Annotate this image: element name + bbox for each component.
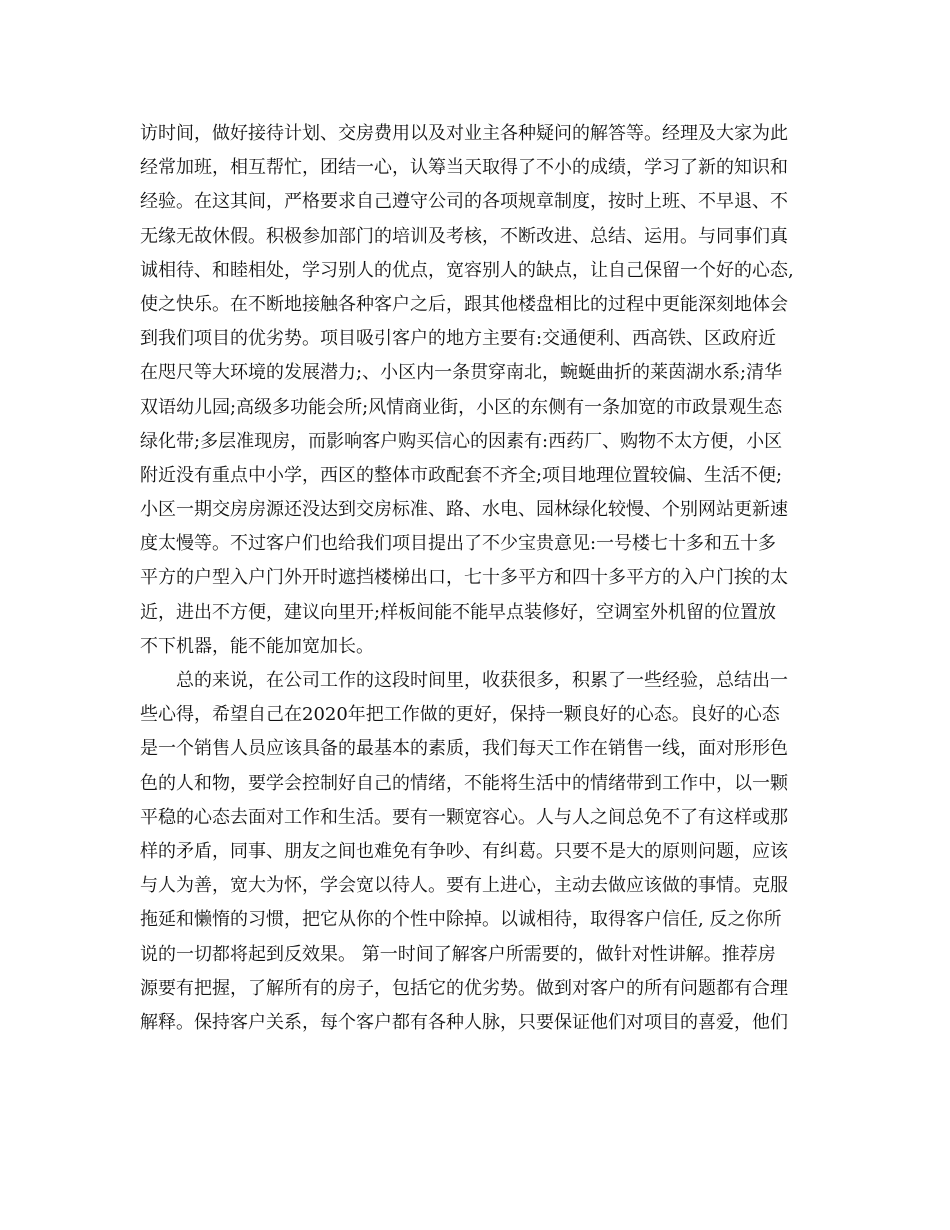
text-line: 在咫尺等大环境的发展潜力;、小区内一条贯穿南北，蜿蜒曲折的莱茵湖水系;清华: [140, 362, 783, 384]
text-line: 经常加班，相互帮忙，团结一心，认筹当天取得了不小的成绩，学习了新的知识和: [140, 157, 788, 179]
text-line: 附近没有重点中小学，西区的整体市政配套不齐全;项目地理位置较偏、生活不便;: [140, 464, 783, 486]
text-line: 些心得，希望自己在2020年把工作做的更好，保持一颗良好的心态。良好的心态: [140, 704, 780, 726]
text-line: 访时间，做好接待计划、交房费用以及对业主各种疑问的解答等。经理及大家为此: [140, 123, 788, 144]
text-line: 色的人和物，要学会控制好自己的情绪，不能将生活中的情绪带到工作中，以一颗: [140, 772, 788, 794]
text-line: 与人为善，宽大为怀，学会宽以待人。要有上进心，主动去做应该做的事情。克服: [140, 875, 788, 897]
text-line: 近，进出不方便，建议向里开;样板间能不能早点装修好，空调室外机留的位置放: [140, 601, 777, 623]
text-line: 不下机器，能不能加宽加长。: [140, 635, 374, 657]
text-line: 使之快乐。在不断地接触各种客户之后，跟其他楼盘相比的过程中更能深刻地体会: [140, 293, 788, 315]
text-line: 诚相待、和睦相处，学习别人的优点，宽容别人的缺点，让自己保留一个好的心态,: [140, 259, 794, 281]
text-line: 平稳的心态去面对工作和生活。要有一颗宽容心。人与人之间总免不了有这样或那: [140, 806, 788, 828]
text-line: 解释。保持客户关系，每个客户都有各种人脉，只要保证他们对项目的喜爱，他们: [140, 1011, 788, 1033]
text-line: 到我们项目的优劣势。项目吸引客户的地方主要有:交通便利、西高铁、区政府近: [140, 328, 777, 350]
text-line: 无缘无故休假。积极参加部门的培训及考核，不断改进、总结、运用。与同事们真: [140, 225, 788, 247]
text-line: 双语幼儿园;高级多功能会所;风情商业街，小区的东侧有一条加宽的市政景观生态: [140, 396, 783, 418]
text-line: 样的矛盾，同事、朋友之间也难免有争吵、有纠葛。只要不是大的原则问题，应该: [140, 840, 788, 862]
text-line: 说的一切都将起到反效果。 第一时间了解客户所需要的，做针对性讲解。推荐房: [140, 943, 776, 965]
body-text: [140, 117, 820, 1040]
paragraph-start-line: 总的来说，在公司工作的这段时间里，收获很多，积累了一些经验，总结出一: [140, 670, 788, 691]
text-line: 平方的户型入户门外开时遮挡楼梯出口，七十多平方和四十多平方的入户门挨的太: [140, 567, 788, 589]
text-line: 小区一期交房房源还没达到交房标准、路、水电、园林绿化较慢、个别网站更新速: [140, 499, 788, 521]
text-line: 是一个销售人员应该具备的最基本的素质，我们每天工作在销售一线，面对形形色: [140, 738, 788, 760]
text-line: 绿化带;多层准现房，而影响客户购买信心的因素有:西药厂、购物不太方便，小区: [140, 430, 783, 452]
text-line: 度太慢等。不过客户们也给我们项目提出了不少宝贵意见:一号楼七十多和五十多: [140, 533, 777, 555]
text-line: 拖延和懒惰的习惯，把它从你的个性中除掉。以诚相待，取得客户信任, 反之你所: [140, 909, 782, 931]
text-line: 源要有把握，了解所有的房子，包括它的优劣势。做到对客户的所有问题都有合理: [140, 977, 788, 999]
text-line: 经验。在这其间，严格要求自己遵守公司的各项规章制度，按时上班、不早退、不: [140, 191, 788, 213]
